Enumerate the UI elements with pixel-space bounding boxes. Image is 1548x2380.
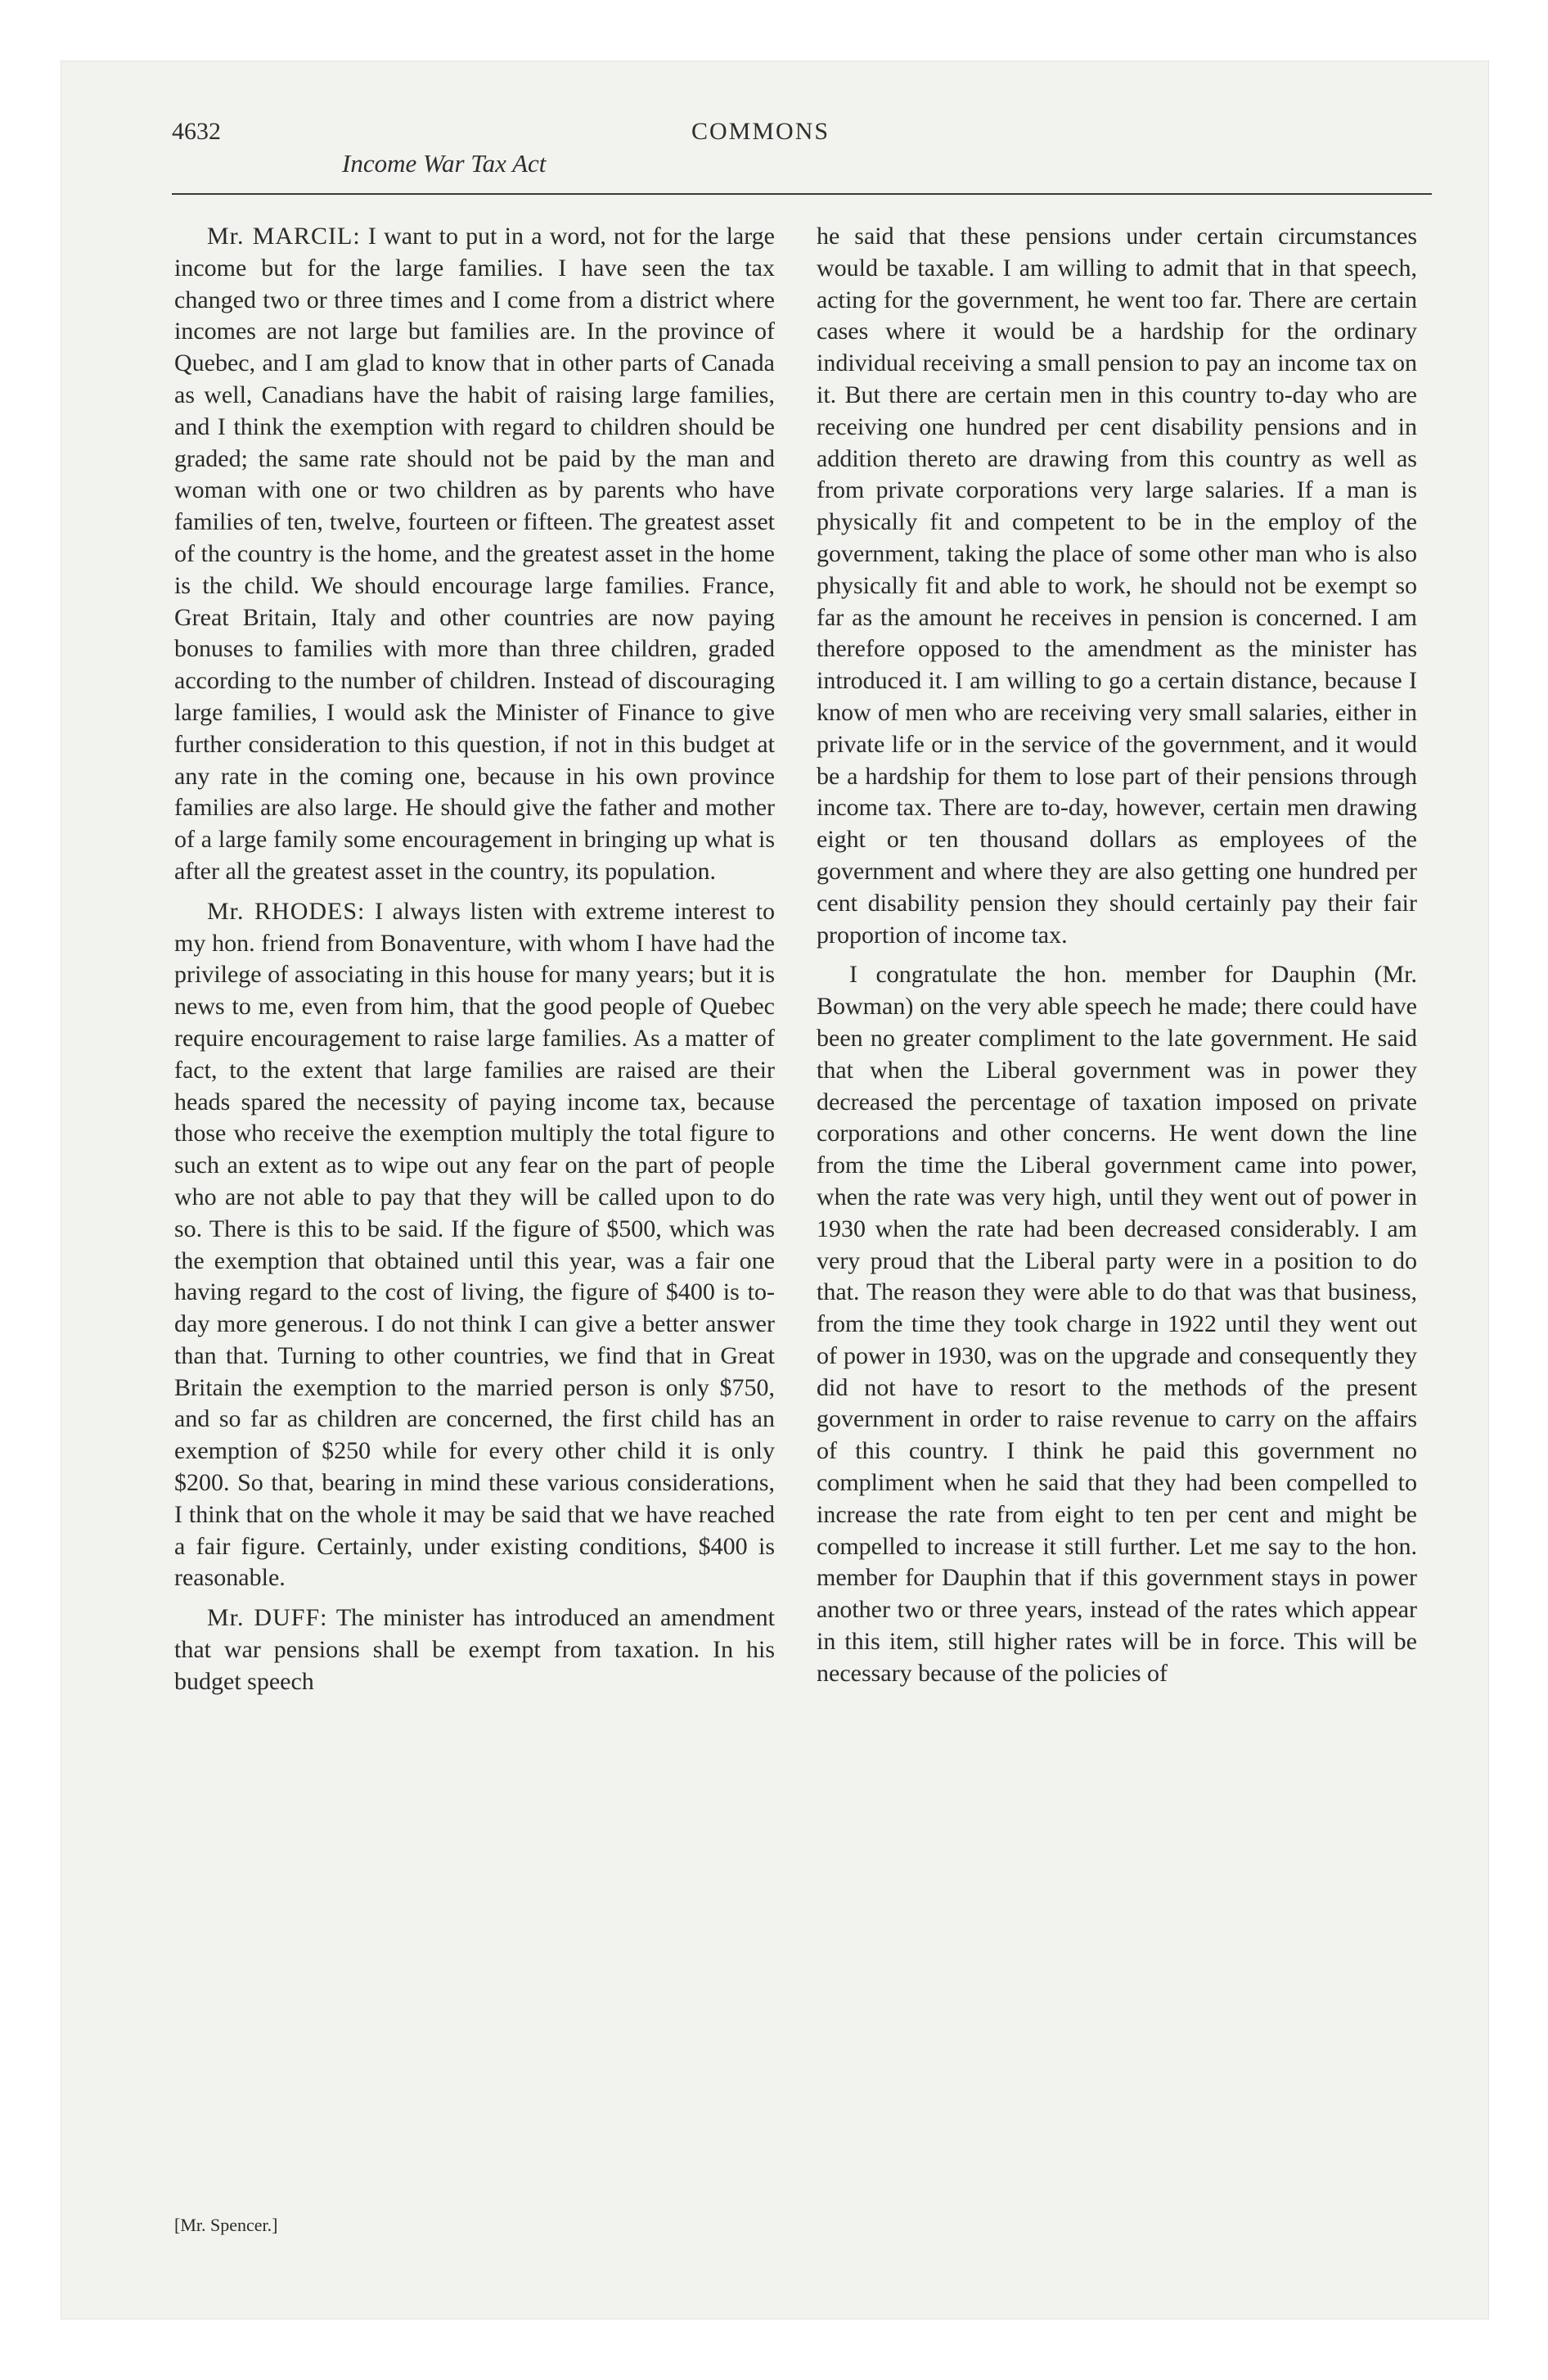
paragraph [174, 1602, 775, 1697]
paragraph-text: The minister has introduced an amendment that war pensions shall be exempt from taxation. In his budget speech [174, 1604, 775, 1695]
paragraph-text: I always listen with extreme interest to my hon. friend from Bonaventure, with whom I have had the privilege of associating in this house for many years; but it is news to me, even from him, that the good people of Quebec require encouragement to raise large families. As a matter of fact, to the extent that large families are raised are their heads spared the necessity of paying income tax, because those who receive the exemption multiply the total figure to such an extent as to wipe out any fear on the part of people who are not able to pay that they will be called upon to do so. There is this to be said. If the figure of $500, which was the exemption that obtained until this year, was a fair one having regard to the cost of living, the figure of $400 is to-day more generous. I do not think I can give a better answer than that. Turning to other countries, we find that in Great Britain the exemption to the married person is only $750, and so far as children are concerned, the first child has an exemption of $250 while for every other child it is only $200. So that, bearing in mind these various considerations, I think that on the whole it may be said that we have reached a fair figure. Certainly, under existing conditions, $400 is reasonable. [174, 897, 776, 1592]
section-title: COMMONS [691, 118, 830, 145]
paragraph-text: he said that these pensions under certain circumstances would be taxable. I am willing to admit that in that speech, acting for the government, he went too far. There are certain cases where it would be a hardship for the ordinary individual receiving a small pension to pay an income tax on it. But there are certain men in this country to-day who are receiving one hundred per cent disability pensions and in addition thereto are drawing from this country as well as from private corporations very large salaries. If a man is physically fit and competent to be in the employ of the government, taking the place of some other man who is also physically fit and able to work, he should not be exempt so far as the amount he receives in pension is concerned. I am therefore opposed to the amendment as the minister has introduced it. I am willing to go a certain distance, because I know of men who are receiving very small salaries, either in private life or in the service of the government, and it would be a hardship for them to lose part of their pensions through income tax. There are to-day, however, certain men drawing eight or ten thousand dollars as employees of the government and where they are also getting one hundred per cent disability pension they should certainly pay their fair proportion of income tax. [817, 223, 1417, 949]
paragraph [174, 221, 775, 888]
page-subtitle: Income War Tax Act [342, 149, 547, 178]
speaker-name: Mr. RHODES: [207, 897, 366, 925]
right-column [817, 221, 1417, 1690]
speaker-name: Mr. DUFF: [207, 1604, 328, 1632]
paragraph-text: I congratulate the hon. member for Dauphin (Mr. Bowman) on the very able speech he made; there could have been no greater compliment to the late government. He said that when the Liberal government was in power they decreased the percentage of taxation imposed on private corporations and other concerns. He went down the line from the time the Liberal government came into power, when the rate was very high, until they went out of power in 1930 when the rate had been decreased considerably. I am very proud that the Liberal party were in a position to do that. The reason they were able to do that was that business, from the time they took charge in 1922 until they went out of power in 1930, was on the upgrade and consequently they did not have to resort to the methods of the present government in order to raise revenue to carry on the affairs of this country. I think he paid this government no compliment when he said that they had been compelled to increase the rate from eight to ten per cent and might be compelled to increase it still further. Let me say to the hon. member for Dauphin that if this government stays in power another two or three years, instead of the rates which appear in this item, still higher rates will be in force. This will be necessary because of the policies of [817, 961, 1417, 1687]
paragraph [817, 959, 1417, 1689]
page-header [172, 106, 1432, 196]
left-column [174, 221, 775, 1698]
speaker-name: Mr. MARCIL: [207, 223, 361, 250]
paragraph-text: I want to put in a word, not for the large income but for the large families. I have seen the tax changed two or three times and I come from a district where incomes are not large but families are. In the province of Quebec, and I am glad to know that in other parts of Canada as well, Canadians have the habit of raising large families, and I think the exemption with regard to children should be graded; the same rate should not be paid by the man and woman with one or two children as by parents who have families of ten, twelve, fourteen or fifteen. The greatest asset of the country is the home, and the greatest asset in the home is the child. We should encourage large families. France, Great Britain, Italy and other countries are now paying bonuses to families with more than three children, graded according to the number of children. Instead of discouraging large families, I would ask the Minister of Finance to give further consideration to this question, if not in this budget at any rate in the coming one, because in his own province families are also large. He should give the father and mother of a large family some encouragement in bringing up what is after all the greatest asset in the country, its population. [174, 223, 775, 885]
paragraph [174, 896, 775, 1595]
header-rule [172, 193, 1432, 195]
paragraph [817, 221, 1417, 951]
footer-reference: [Mr. Spencer.] [174, 2215, 278, 2235]
page-number: 4632 [172, 118, 221, 145]
